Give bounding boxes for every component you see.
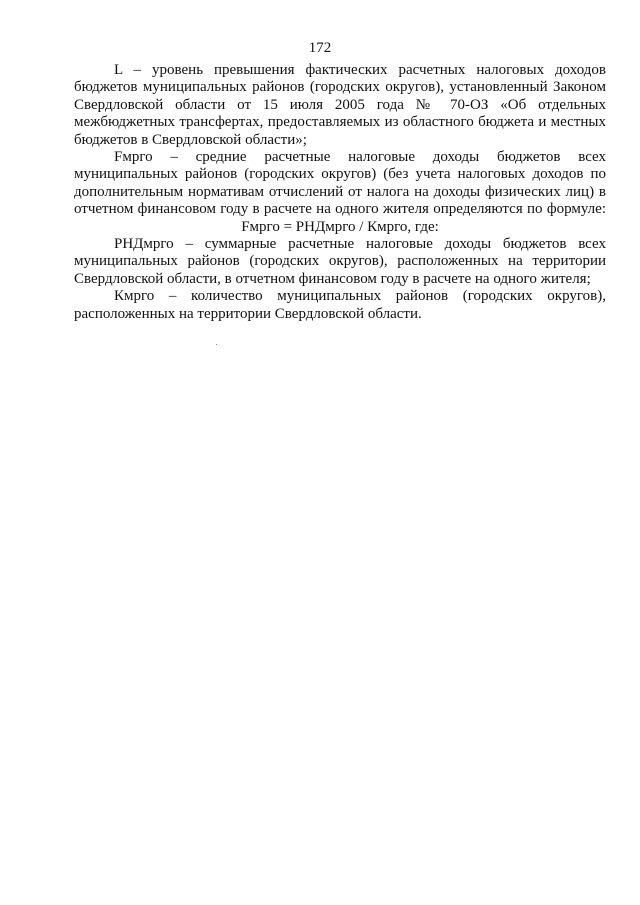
- text-line: дополнительным нормативам отчислений от налога на доходы физических лиц) в: [74, 183, 606, 200]
- text-line: муниципальных районов (городских округов) (без учета налоговых доходов по: [74, 166, 606, 183]
- text-line: Кмрго – количество муниципальных районов (городских округов),: [114, 288, 606, 305]
- text-line: L – уровень превышения фактических расчетных налоговых доходов: [114, 62, 606, 78]
- text-line: расположенных на территории Свердловской области.: [74, 305, 422, 322]
- scan-speck: [216, 344, 217, 345]
- text-line: Свердловской области, в отчетном финансовом году в расчете на одного жителя;: [74, 270, 591, 287]
- paragraph-rndmrgo-definition: [74, 236, 606, 288]
- text-line: муниципальных районов (городских округов), расположенных на территории: [74, 253, 606, 270]
- text-line: Fмрго – средние расчетные налоговые доходы бюджетов всех: [114, 149, 606, 166]
- paragraph-fmrgo-definition: [74, 149, 606, 219]
- text-line: РНДмрго – суммарные расчетные налоговые доходы бюджетов всех: [114, 236, 606, 253]
- text-line: бюджетов в Свердловской области»;: [74, 131, 307, 148]
- paragraph-l-definition: [74, 62, 606, 149]
- page-number: 172: [308, 40, 332, 56]
- document-body: [74, 62, 606, 323]
- paragraph-kmrgo-definition: [74, 288, 606, 323]
- text-line: отчетном финансовом году в расчете на одного жителя определяются по формуле:: [74, 201, 606, 218]
- text-line: Свердловской области от 15 июля 2005 года № 70-ОЗ «Об отдельных: [74, 96, 606, 113]
- text-line: межбюджетных трансфертах, предоставляемых из областного бюджета и местных: [74, 114, 606, 131]
- formula: Fмрго = РНДмрго / Кмрго, где:: [241, 218, 439, 235]
- text-line: бюджетов муниципальных районов (городских округов), установленный Законом: [74, 79, 606, 96]
